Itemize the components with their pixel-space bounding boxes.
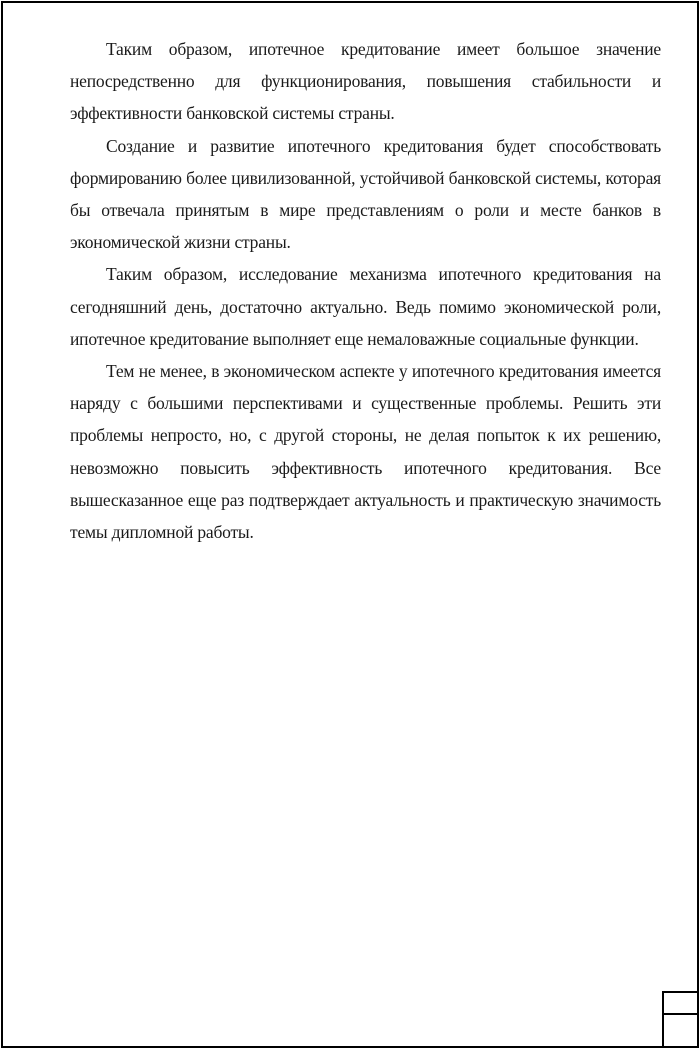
paragraph-2: Создание и развитие ипотечного кредитования будет способствовать формированию более цивилизованной, устойчивой банковской системы, которая бы отвечала принятым в мире представлениям о роли и месте банков в экономической жизни страны. [70, 135, 661, 253]
document-body [70, 33, 661, 548]
paragraph-1: Таким образом, ипотечное кредитование имеет большое значение непосредственно для функционирования, повышения стабильности и эффективности банковской системы страны. [70, 39, 661, 124]
paragraph-4: Тем не менее, в экономическом аспекте у ипотечного кредитования имеется наряду с большими перспективами и существенные проблемы. Решить эти проблемы непросто, но, с другой стороны, не делая попыток к их решению, невозможно повысить эффективность ипотечного кредитования. Все вышесказанное еще раз подтверждает актуальность и практическую значимость темы дипломной работы. [70, 361, 661, 543]
title-block-stamp [662, 991, 698, 1047]
paragraph-3: Таким образом, исследование механизма ипотечного кредитования на сегодняшний день, достаточно актуально. Ведь помимо экономической роли, ипотечное кредитование выполняет еще немаловажные социальные функции. [70, 264, 661, 349]
stamp-divider [664, 1013, 698, 1015]
